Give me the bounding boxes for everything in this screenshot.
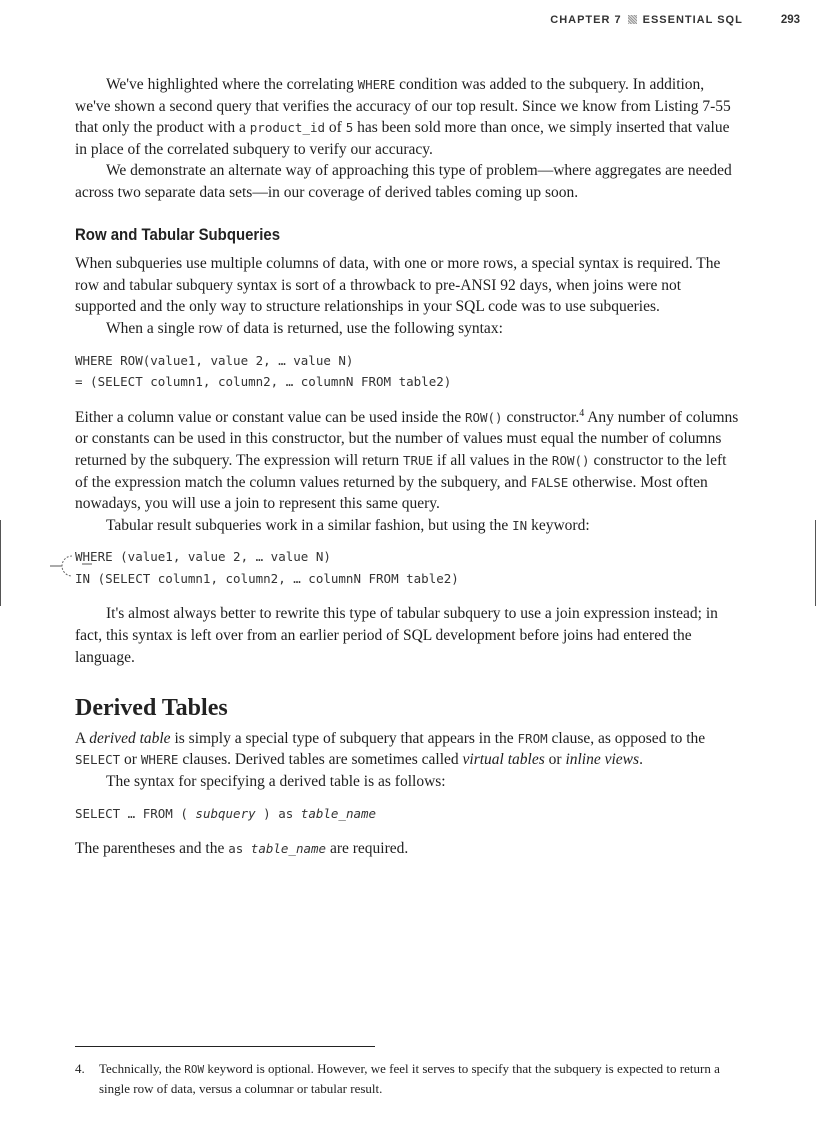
footnote-number: 4. [75,1061,85,1076]
paragraph-syntax-intro: The syntax for specifying a derived table is as follows: [106,773,446,791]
inline-code-product-id: product_id [249,120,326,136]
heading-row-tabular-subqueries: Row and Tabular Subqueries [75,224,281,244]
page-body [75,74,741,860]
paragraph-derived-table-definition: A derived table is simply a special type of subquery that appears in the FROM clause, as opposed to the SELECT or WHERE clauses. Derived tables are sometimes called virtual tables or inline views. [75,729,706,769]
paragraph-highlighted-where: We've highlighted where the correlating WHERE condition was added to the subquery. In addition, we've shown a second query that verifies the accuracy of our top result. Since we know from Listing 7-55 that only the product with a product_id of 5 has been sold more than once, we simply inserted that value in place of the correlated subquery to verify our accuracy. [75,76,731,158]
registration-mark-icon [50,550,100,580]
inline-code-where: WHERE [357,77,396,92]
code-block-row-syntax: WHERE ROW(value1, value 2, … value N) = (SELECT column1, column2, … columnN FROM table2) [75,352,452,390]
code-block-tabular-syntax: WHERE (value1, value 2, … value N) IN (SELECT column1, column2, … columnN FROM table2) [75,549,459,586]
page-number: 293 [780,14,800,26]
paragraph-alternate-approach: We demonstrate an alternate way of approaching this type of problem—where aggregates are needed across two separate data sets—in our coverage of derived tables coming up soon. [75,162,732,201]
inline-code-five: 5 [345,120,354,136]
heading-derived-tables: Derived Tables [75,695,228,722]
section-label: ESSENTIAL SQL [642,14,743,26]
paragraph-row-constructor: Either a column value or constant value can be used inside the ROW() constructor.$^4$ Any number of columns or constants can be used in this constructor, but the number of values must equal the number of columns returned by the subquery. The expression will return TRUE if all values in the ROW() constructor to the left of the expression match the column values returned by the subquery, and FALSE otherwise. Most often nowadays, you will use a join to represent this same query. [75,407,739,513]
paragraph-rewrite-join: It's almost always better to rewrite this type of tabular subquery to use a join expression instead; in fact, this syntax is left over from an earlier period of SQL development before joins had entered the language. [75,605,718,666]
paragraph-tabular-result: Tabular result subqueries work in a similar fashion, but using the IN keyword: [106,516,590,534]
running-header [550,14,800,26]
footnote-4 [75,1060,745,1098]
paragraph-parentheses-required: The parentheses and the as table_name are required. [75,840,409,858]
footnote-rule [75,1046,375,1047]
paragraph-multiple-columns: When subqueries use multiple columns of data, with one or more rows, a special syntax is required. The row and tabular subquery syntax is sort of a throwback to pre-ANSI 92 days, when joins were not supported and the only way to structure relationships in your SQL code was to use subqueries. [75,255,721,316]
footnote-text: Technically, the ROW keyword is optional. However, we feel it serves to specify that the subquery is expected to return a single row of data, versus a columnar or tabular result. [99,1061,720,1096]
crop-mark-left [0,520,1,606]
chapter-label: CHAPTER 7 [550,14,622,26]
chapter-separator-icon [628,15,637,24]
footnote-ref-4: 4 [579,407,585,419]
paragraph-single-row: When a single row of data is returned, use the following syntax: [106,319,503,337]
code-block-derived-table: SELECT … FROM ( subquery ) as table_name [75,805,377,821]
